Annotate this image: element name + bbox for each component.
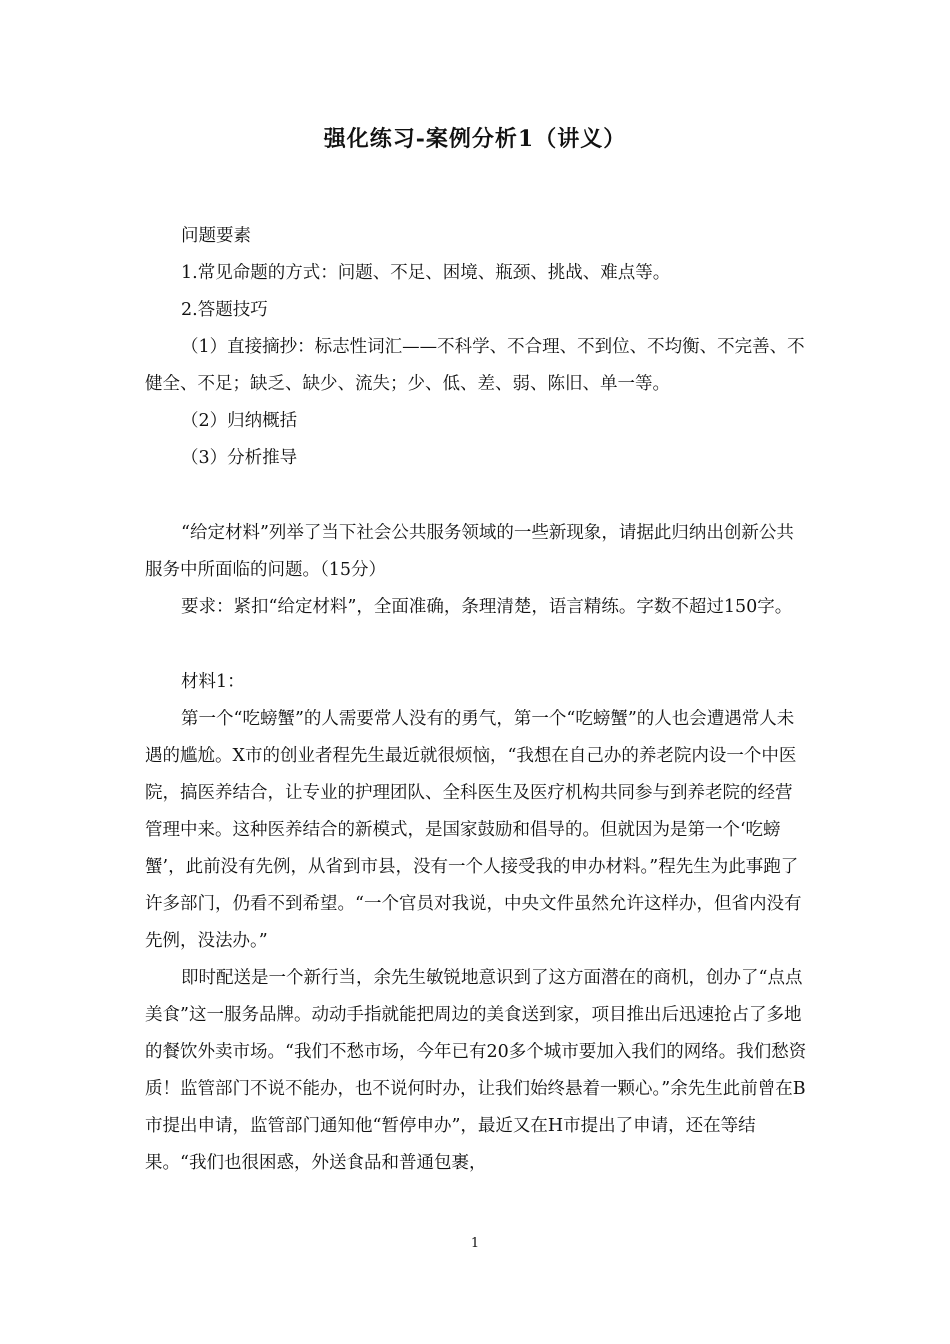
material-paragraph: 第一个“吃螃蟹”的人需要常人没有的勇气，第一个“吃螃蟹”的人也会遭遇常人未遇的尴尬。X市的创业者程先生最近就很烦恼，“我想在自己办的养老院内设一个中医院，搞医养结合，让专业的护理团队、全科医生及医疗机构共同参与到养老院的经营管理中来。这种医养结合的新模式，是国家鼓励和倡导的。但就因为是第一个‘吃螃蟹’，此前没有先例，从省到市县，没有一个人接受我的申办材料。”程先生为此事跑了许多部门，仍看不到希望。“一个官员对我说，中央文件虽然允许这样办，但省内没有先例，没法办。” [145, 709, 802, 951]
material-paragraph: 即时配送是一个新行当，余先生敏锐地意识到了这方面潜在的商机，创办了“点点美食”这一服务品牌。动动手指就能把周边的美食送到家，项目推出后迅速抢占了多地的餐饮外卖市场。“我们不愁市场，今年已有20多个城市要加入我们的网络。我们愁资质！监管部门不说不能办，也不说何时办，让我们始终悬着一颗心。”余先生此前曾在B市提出申请，监管部门通知他“暂停申办”，最近又在H市提出了申请，还在等结果。“我们也很困惑，外送食品和普通包裹， [145, 968, 807, 1173]
list-item: （2）归纳概括 [181, 411, 298, 431]
document-body [145, 218, 807, 1182]
question-text: “给定材料”列举了当下社会公共服务领域的一些新现象，请据此归纳出创新公共服务中所面临的问题。（15分） [145, 523, 794, 580]
page-number: 1 [470, 1236, 480, 1251]
material-heading: 材料1： [181, 672, 245, 692]
requirement-text: 要求：紧扣“给定材料”，全面准确，条理清楚，语言精练。字数不超过150字。 [181, 597, 793, 617]
list-item: （1）直接摘抄：标志性词汇——不科学、不合理、不到位、不均衡、不完善、不健全、不足；缺乏、缺少、流失；少、低、差、弱、陈旧、单一等。 [145, 337, 805, 394]
spacer [145, 626, 807, 664]
list-item: 1.常见命题的方式：问题、不足、困境、瓶颈、挑战、难点等。 [181, 263, 671, 283]
document-title: 强化练习-案例分析1（讲义） [323, 126, 627, 152]
list-item: （3）分析推导 [181, 448, 298, 468]
spacer [145, 477, 807, 515]
elements-heading: 问题要素 [181, 226, 251, 246]
list-item: 2.答题技巧 [181, 300, 268, 320]
